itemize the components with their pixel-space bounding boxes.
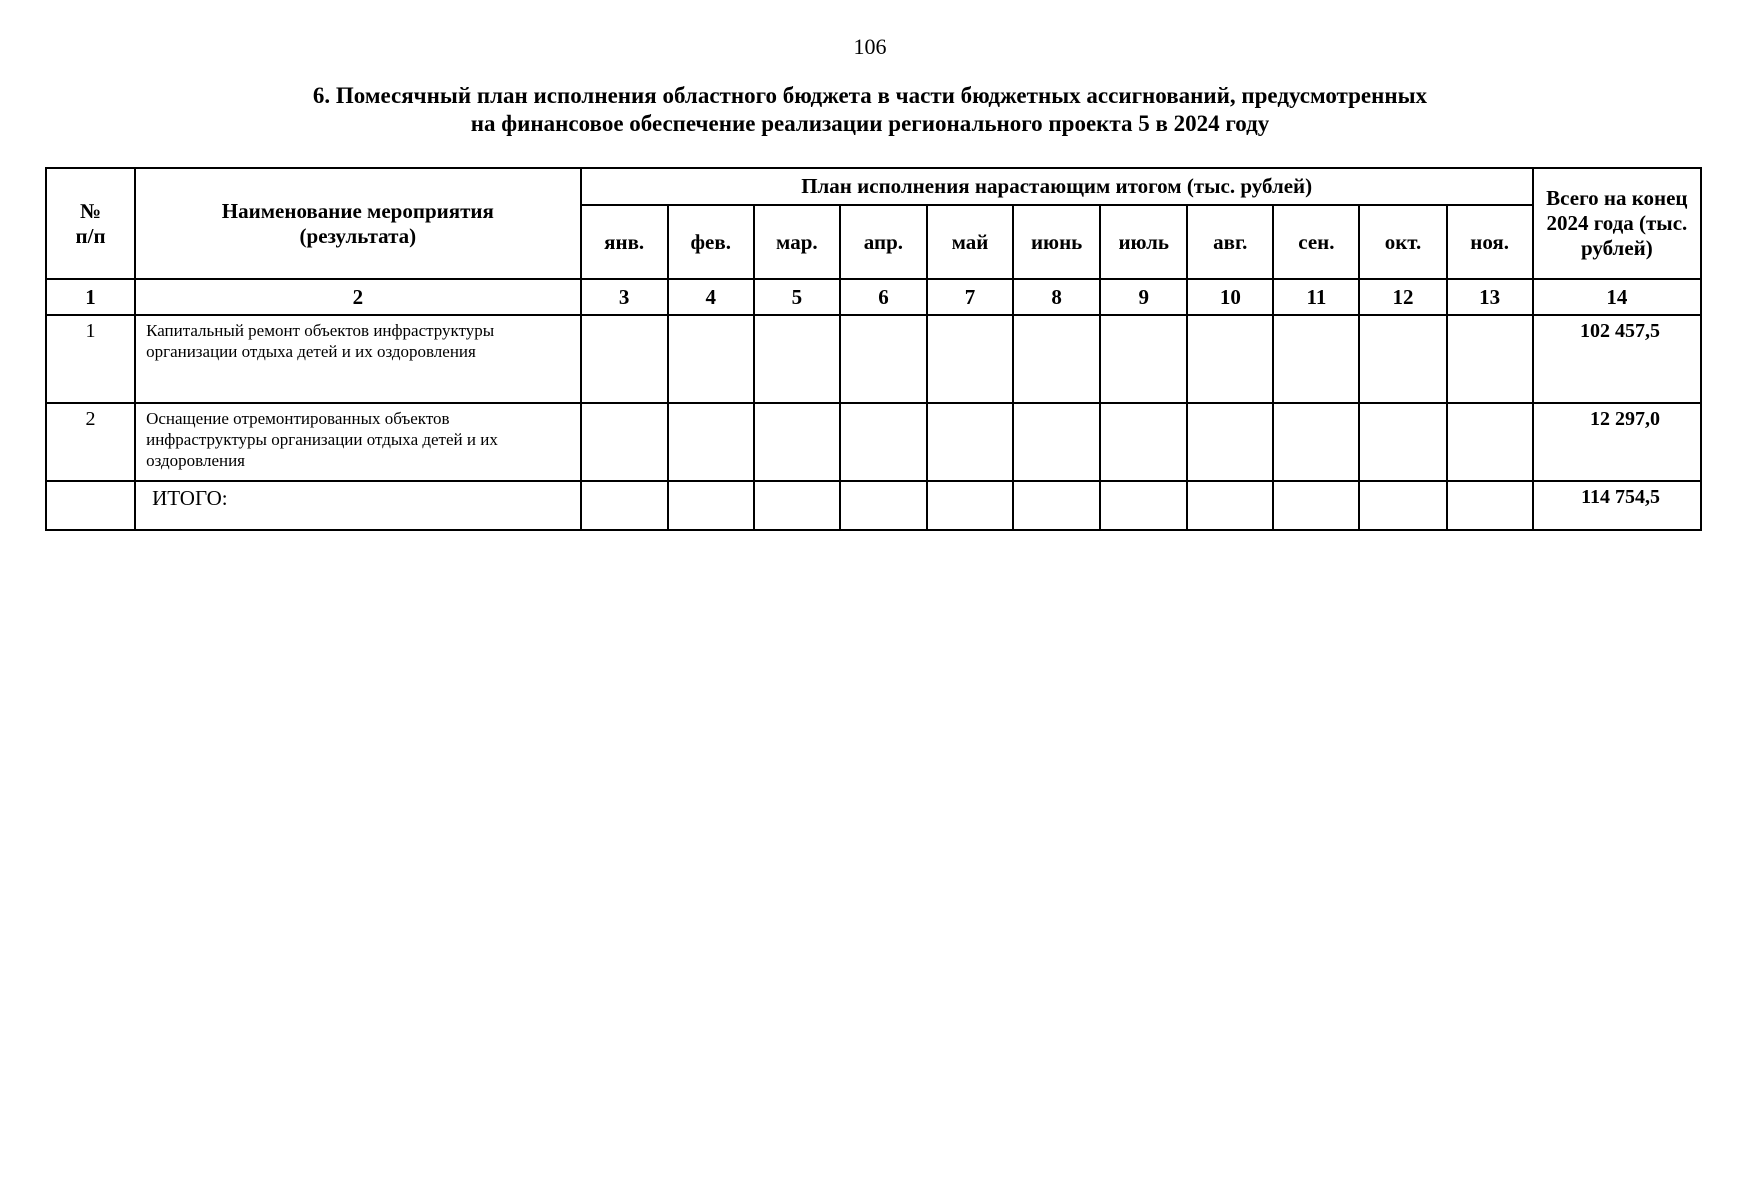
column-number: 1 [46,279,135,315]
month-header: фев. [668,205,754,279]
total-index-cell [46,481,135,530]
month-cell [1187,403,1273,481]
row-index: 2 [46,403,135,481]
column-number: 8 [1013,279,1100,315]
month-cell [1013,403,1100,481]
month-header: авг. [1187,205,1273,279]
month-cell [1100,403,1187,481]
month-cell [840,481,927,530]
row-total: 12 297,0 [1533,403,1701,481]
month-cell [668,403,754,481]
row-index: 1 [46,315,135,403]
month-header: мар. [754,205,840,279]
header-number [46,168,135,279]
total-row [46,481,1701,530]
column-number: 10 [1187,279,1273,315]
month-cell [668,481,754,530]
column-number: 5 [754,279,840,315]
month-header: май [927,205,1013,279]
header-name [135,168,581,279]
header-total-label: Всего на конец 2024 года (тыс. рублей) [1546,186,1688,260]
month-cell [1100,481,1187,530]
month-cell [1187,315,1273,403]
column-number: 9 [1100,279,1187,315]
month-cell [1273,315,1359,403]
total-label: ИТОГО: [135,481,581,530]
grand-total: 114 754,5 [1533,481,1701,530]
month-cell [1013,481,1100,530]
column-number: 13 [1447,279,1533,315]
month-cell [1359,481,1446,530]
document-title [200,82,1540,138]
column-number: 12 [1359,279,1446,315]
month-header: июль [1100,205,1187,279]
header-number-label: № п/п [75,198,106,248]
month-cell [754,403,840,481]
budget-plan-table [45,167,1702,531]
month-cell [840,315,927,403]
month-cell [581,315,668,403]
header-name-label: Наименование мероприятия (результата) [221,198,494,248]
month-cell [581,481,668,530]
column-number-row [46,279,1701,315]
month-cell [1100,315,1187,403]
table-row [46,315,1701,403]
month-cell [1447,481,1533,530]
month-cell [754,315,840,403]
month-header: ноя. [1447,205,1533,279]
month-cell [1013,315,1100,403]
month-cell [1447,315,1533,403]
column-number: 14 [1533,279,1701,315]
month-header: сен. [1273,205,1359,279]
month-header: апр. [840,205,927,279]
header-row-top [46,168,1701,205]
header-plan: План исполнения нарастающим итогом (тыс. рублей) [581,168,1533,205]
month-cell [668,315,754,403]
row-name: Капитальный ремонт объектов инфраструктуры организации отдыха детей и их оздоровления [135,315,581,403]
month-cell [1187,481,1273,530]
title-line-1: 6. Помесячный план исполнения областного бюджета в части бюджетных ассигнований, предусмотренных [312,83,1428,108]
month-cell [1447,403,1533,481]
column-number: 4 [668,279,754,315]
column-number: 11 [1273,279,1359,315]
page-number: 106 [853,34,887,59]
column-number: 6 [840,279,927,315]
month-cell [840,403,927,481]
month-cell [1273,481,1359,530]
month-header: июнь [1013,205,1100,279]
table-row [46,403,1701,481]
month-cell [1359,315,1446,403]
column-number: 2 [135,279,581,315]
title-line-2: на финансовое обеспечение реализации регионального проекта 5 в 2024 году [470,111,1270,136]
month-cell [581,403,668,481]
column-number: 7 [927,279,1013,315]
month-header: янв. [581,205,668,279]
month-cell [1359,403,1446,481]
month-cell [927,481,1013,530]
row-name: Оснащение отремонтированных объектов инфраструктуры организации отдыха детей и их оздоровления [135,403,581,481]
column-number: 3 [581,279,668,315]
month-cell [927,315,1013,403]
month-cell [927,403,1013,481]
month-cell [1273,403,1359,481]
row-total: 102 457,5 [1533,315,1701,403]
month-header: окт. [1359,205,1446,279]
header-total [1533,168,1701,279]
month-cell [754,481,840,530]
